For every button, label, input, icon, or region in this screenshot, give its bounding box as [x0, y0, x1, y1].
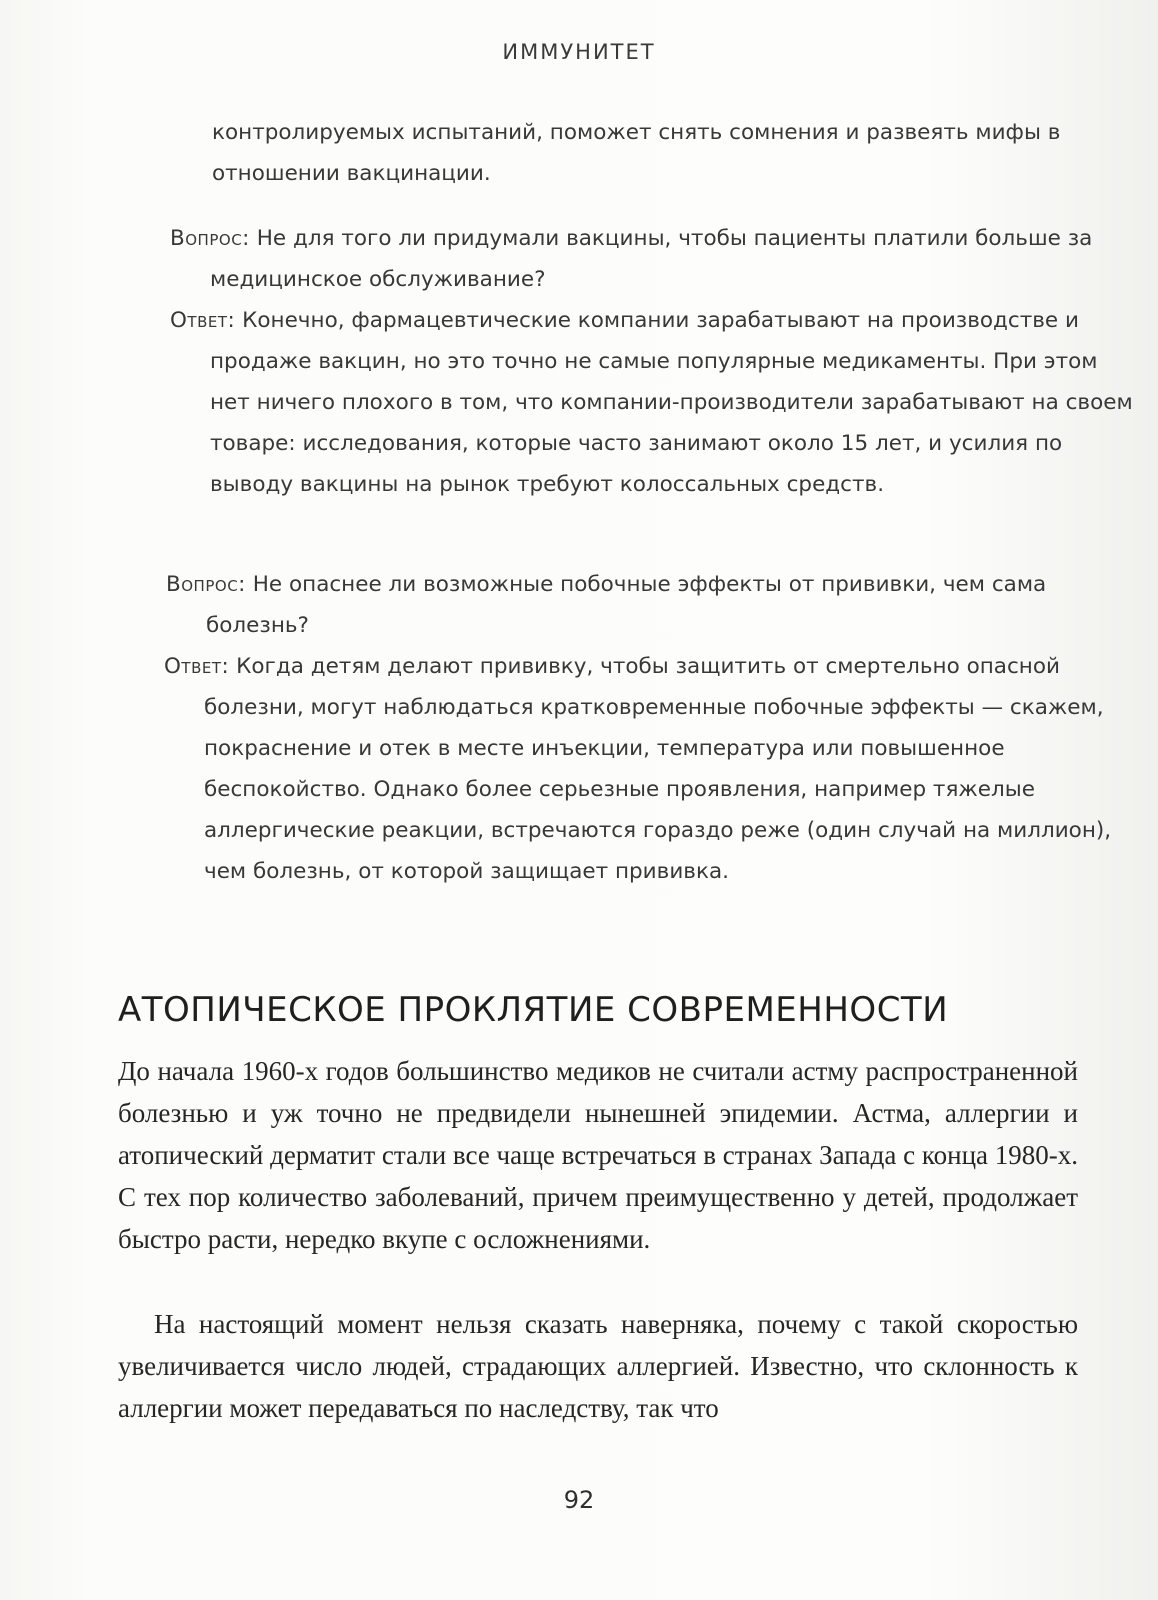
question-label: Вопрос: [170, 226, 250, 251]
answer-text: Когда детям делают прививку, чтобы защитить от смертельно опасной болезни, могут наблюдаться кратковременные побочные эффекты — скажем, покраснение и отек в месте инъекции, температура или повышенное беспокойство. Однако более серьезные проявления, например тяжелые аллергические реакции, встречаются гораздо реже (один случай на миллион), чем болезнь, от которой защищает прививка. [204, 654, 1112, 884]
continued-paragraph: контролируемых испытаний, поможет снять сомнения и развеять мифы в отношении вакцинации. [212, 120, 1061, 186]
running-header: ИММУНИТЕТ [502, 40, 656, 64]
question-2 [166, 564, 1136, 646]
question-text: Не для того ли придумали вакцины, чтобы пациенты платили больше за медицинское обслуживание? [210, 226, 1093, 292]
question-label: Вопрос: [166, 572, 246, 597]
answer-label: Ответ: [164, 654, 230, 679]
answer-1 [170, 300, 1140, 505]
page-number: 92 [563, 1486, 595, 1514]
section-heading: АТОПИЧЕСКОЕ ПРОКЛЯТИЕ СОВРЕМЕННОСТИ [118, 990, 949, 1030]
question-text: Не опаснее ли возможные побочные эффекты от прививки, чем сама болезнь? [206, 572, 1047, 638]
body-paragraph: На настоящий момент нельзя сказать наверняка, почему с такой скоростью увеличивается число людей, страдающих аллергией. Известно, что склонность к аллергии может передаваться по наследству, так что [118, 1309, 1078, 1423]
answer-text: Конечно, фармацевтические компании зарабатывают на производстве и продаже вакцин, но это точно не самые популярные медикаменты. При этом нет ничего плохого в том, что компании-производители зарабатывают на своем товаре: исследования, которые часто занимают около 15 лет, и усилия по выводу вакцины на рынок требуют колоссальных средств. [210, 308, 1133, 497]
answer-label: Ответ: [170, 308, 236, 333]
answer-2 [164, 646, 1134, 892]
body-paragraph: До начала 1960-х годов большинство медиков не считали астму распространенной болезнью и уж точно не предвидели нынешней эпидемии. Астма, аллергии и атопический дерматит стали все чаще встречаться в странах Запада с конца 1980-х. С тех пор количество заболеваний, причем преимущественно у детей, продолжает быстро расти, нередко вкупе с осложнениями. [118, 1056, 1078, 1254]
question-1 [170, 218, 1140, 300]
